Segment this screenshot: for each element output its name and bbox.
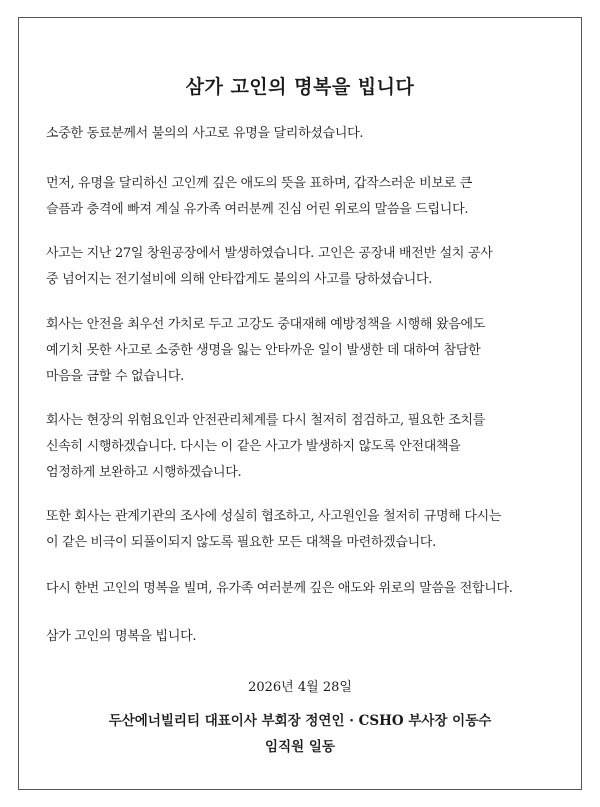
- paragraph-4: [46, 312, 558, 390]
- page-title: 삼가 고인의 명복을 빕니다: [185, 76, 415, 98]
- paragraph-line: 삼가 고인의 명복을 빕니다.: [46, 629, 197, 644]
- paragraph-line: 먼저, 유명을 달리하신 고인께 깊은 애도의 뜻을 표하며, 갑작스러운 비보로 큰: [46, 176, 472, 191]
- paragraph-line: 회사는 안전을 최우선 가치로 두고 고강도 중대재해 예방정책을 시행해 왔음에도: [46, 317, 486, 332]
- paragraph-7: [46, 576, 558, 602]
- paragraph-line: 중 넘어지는 전기설비에 의해 안타깝게도 불의의 사고를 당하셨습니다.: [46, 272, 433, 287]
- paragraph-3: [46, 241, 558, 293]
- signature-line: 임직원 일동: [265, 739, 335, 755]
- paragraph-1: [46, 121, 558, 147]
- paragraph-line: 슬픔과 충격에 빠져 계실 유가족 여러분께 진심 어린 위로의 말씀을 드립니다.: [46, 202, 469, 217]
- paragraph-line: 또한 회사는 관계기관의 조사에 성실히 협조하고, 사고원인을 철저히 규명해 다시는: [46, 509, 502, 524]
- paragraph-line: 마음을 금할 수 없습니다.: [46, 369, 184, 384]
- paragraph-line: 회사는 현장의 위험요인과 안전관리체계를 다시 철저히 점검하고, 필요한 조치를: [46, 413, 486, 428]
- paragraph-5: [46, 408, 558, 486]
- paragraph-6: [46, 504, 558, 556]
- paragraph-line: 예기치 못한 사고로 소중한 생명을 잃는 안타까운 일이 발생한 데 대하여 참담한: [46, 343, 481, 358]
- paragraph-line: 소중한 동료분께서 불의의 사고로 유명을 달리하셨습니다.: [46, 126, 364, 141]
- paragraph-line: 신속히 시행하겠습니다. 다시는 이 같은 사고가 발생하지 않도록 안전대책을: [46, 439, 461, 454]
- paragraph-line: 이 같은 비극이 되풀이되지 않도록 필요한 모든 대책을 마련하겠습니다.: [46, 535, 436, 550]
- paragraph-8: [46, 624, 558, 650]
- paragraph-line: 사고는 지난 27일 창원공장에서 발생하였습니다. 고인은 공장내 배전반 설치 공사: [46, 246, 493, 261]
- notice-date: 2026년 4월 28일: [248, 680, 352, 695]
- signature-line: 두산에너빌리티 대표이사 부회장 정연인 · CSHO 부사장 이동수: [108, 713, 492, 729]
- paragraph-line: 엄정하게 보완하고 시행하겠습니다.: [46, 465, 242, 480]
- paragraph-2: [46, 171, 558, 223]
- paragraph-line: 다시 한번 고인의 명복을 빌며, 유가족 여러분께 깊은 애도와 위로의 말씀을 전합니다.: [46, 581, 513, 596]
